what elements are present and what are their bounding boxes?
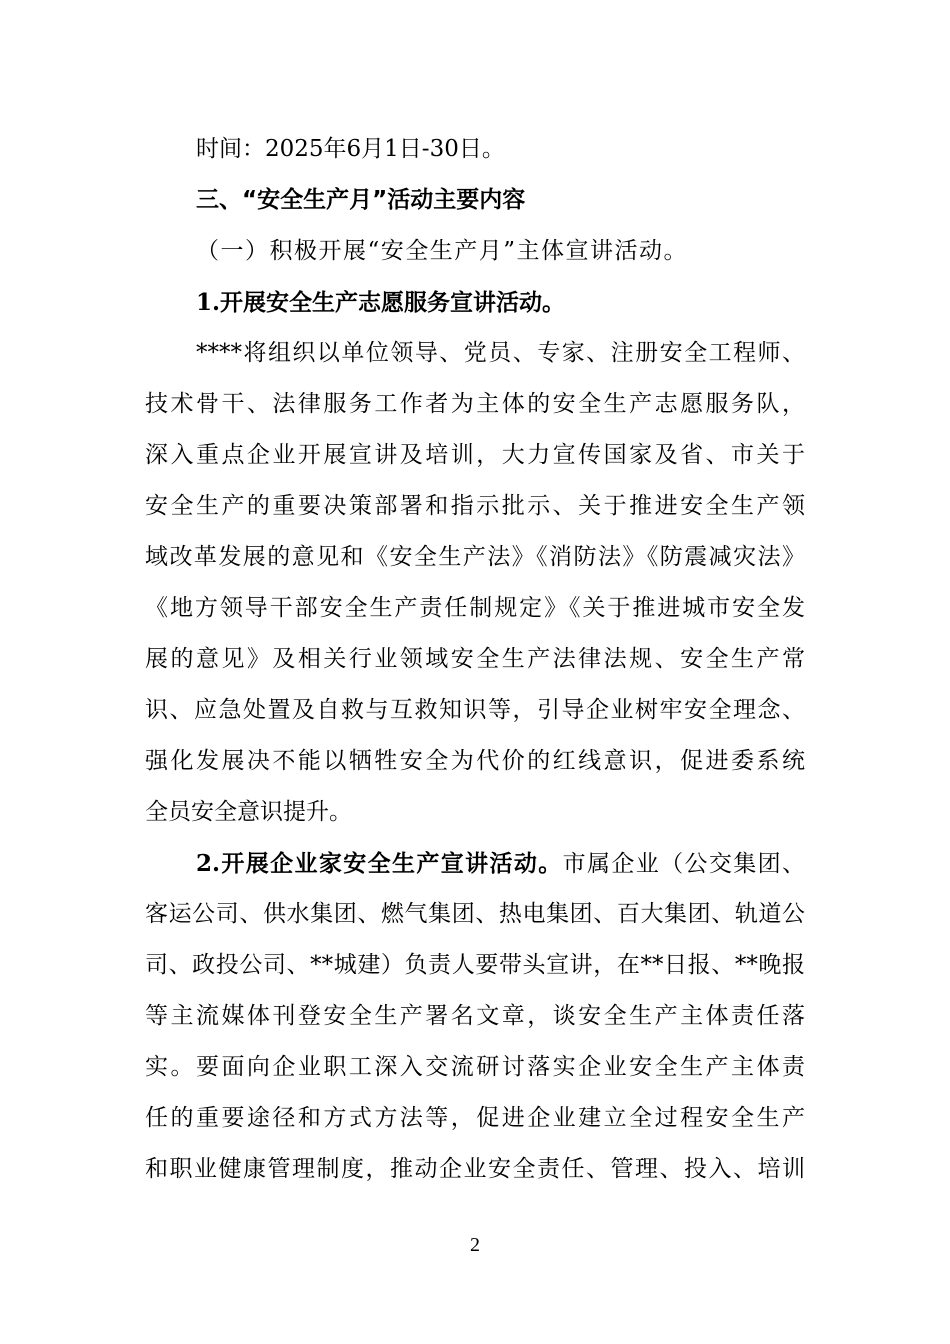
- body-line: 域改革发展的意见和《安全生产法》《消防法》《防震减灾法》: [145, 544, 805, 570]
- body-line: 深入重点企业开展宣讲及培训，大力宣传国家及省、市关于: [145, 442, 805, 468]
- body-line: 安全生产的重要决策部署和指示批示、关于推进安全生产领: [145, 493, 805, 519]
- document-body: [145, 124, 805, 1195]
- item-2-title: 2.开展企业家安全生产宣讲活动。: [196, 850, 563, 877]
- item-1-title: 1.开展安全生产志愿服务宣讲活动。: [196, 289, 566, 316]
- item-2-first-line: [145, 838, 805, 889]
- body-line: 等主流媒体刊登安全生产署名文章，谈安全生产主体责任落: [145, 1003, 805, 1029]
- time-line: 时间：2025年6月1日-30日。: [196, 136, 505, 162]
- body-line: ****将组织以单位领导、党员、专家、注册安全工程师、: [196, 340, 805, 366]
- subsection-heading: （一）积极开展“安全生产月”主体宣讲活动。: [196, 238, 689, 264]
- item-2-first-line-text: 市属企业（公交集团、: [562, 851, 806, 877]
- body-line: 任的重要途径和方式方法等，促进企业建立全过程安全生产: [145, 1105, 805, 1131]
- body-line: 司、政投公司、**城建）负责人要带头宣讲，在**日报、**晚报: [145, 952, 805, 978]
- body-line: 和职业健康管理制度，推动企业安全责任、管理、投入、培训: [145, 1156, 805, 1182]
- body-line: 强化发展决不能以牺牲安全为代价的红线意识，促进委系统: [145, 748, 805, 774]
- body-line: 技术骨干、法律服务工作者为主体的安全生产志愿服务队，: [145, 391, 805, 417]
- body-line: 展的意见》及相关行业领域安全生产法律法规、安全生产常: [145, 646, 805, 672]
- body-line: 实。要面向企业职工深入交流研讨落实企业安全生产主体责: [145, 1054, 805, 1080]
- body-line: 《地方领导干部安全生产责任制规定》《关于推进城市安全发: [145, 595, 805, 621]
- body-line: 客运公司、供水集团、燃气集团、热电集团、百大集团、轨道公: [145, 901, 805, 927]
- section-heading: 三、“安全生产月”活动主要内容: [196, 187, 526, 213]
- body-line: 识、应急处置及自救与互救知识等，引导企业树牢安全理念、: [145, 697, 805, 723]
- body-line: 全员安全意识提升。: [145, 799, 352, 825]
- page-number: 2: [470, 1234, 480, 1256]
